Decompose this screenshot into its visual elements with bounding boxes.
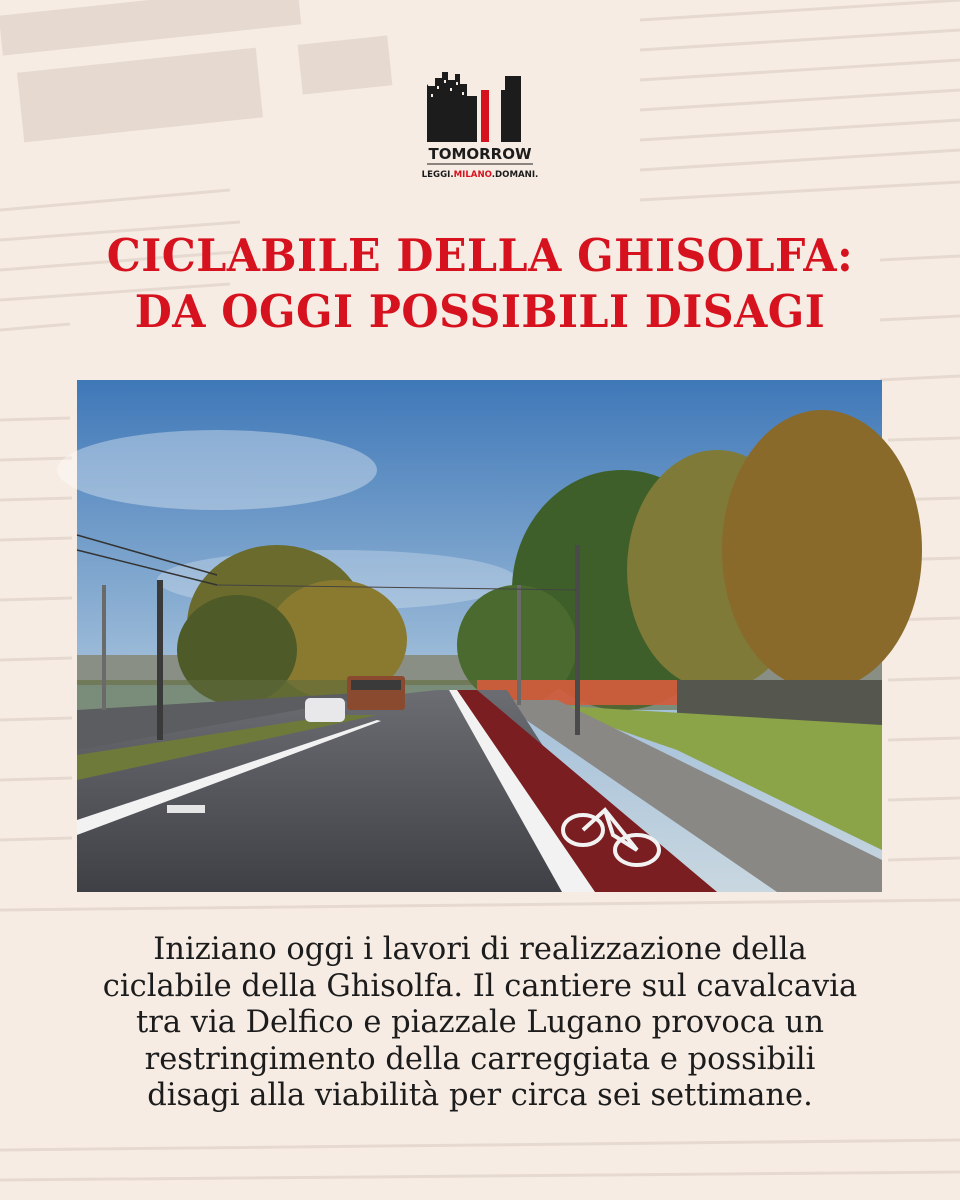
brand-name: TOMORROW xyxy=(428,145,532,163)
body-line: Iniziano oggi i lavori di realizzazione della xyxy=(153,932,807,967)
body-line: tra via Delfico e piazzale Lugano provoca un xyxy=(136,1005,824,1040)
brand-tagline: LEGGI.MILANO.DOMANI. xyxy=(421,170,539,180)
brand-logo xyxy=(421,66,539,186)
headline-line: CICLABILE DELLA GHISOLFA: xyxy=(106,229,854,282)
body-line: disagi alla viabilità per circa sei settimane. xyxy=(147,1078,813,1113)
headline-line: DA OGGI POSSIBILI DISAGI xyxy=(134,285,826,338)
news-photo xyxy=(77,380,882,892)
headline xyxy=(62,228,898,340)
body-line: restringimento della carreggiata e possibili xyxy=(144,1041,816,1077)
skyline-m-icon xyxy=(427,72,521,142)
body-line: ciclabile della Ghisolfa. Il cantiere sul cavalcavia xyxy=(102,968,858,1004)
article-body xyxy=(40,932,920,1115)
